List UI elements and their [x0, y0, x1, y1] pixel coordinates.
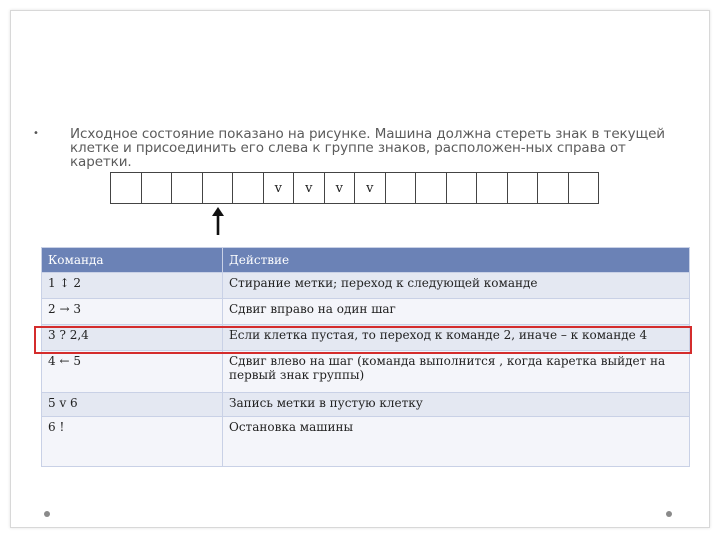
- table-row: [42, 417, 690, 467]
- caret-arrow-icon: [208, 206, 228, 236]
- command-cell: 4 ← 5: [42, 351, 223, 393]
- table-header-row: [42, 248, 690, 273]
- action-cell: Запись метки в пустую клетку: [223, 393, 690, 417]
- highlight-box: [34, 326, 692, 354]
- tape-cell: v: [294, 173, 325, 203]
- table-row: [42, 299, 690, 325]
- bullet-marker: •: [33, 128, 39, 139]
- column-header-command: Команда: [42, 248, 223, 273]
- table-row: [42, 393, 690, 417]
- command-table: [41, 247, 690, 467]
- task-description: Исходное состояние показано на рисунке. Машина должна стереть знак в текущей клетке и присоединить его слева к группе знаков, расположен-ных справа от каретки.: [70, 126, 665, 170]
- table-row: [42, 273, 690, 299]
- tape-cell: [477, 173, 508, 203]
- tape-cell: [569, 173, 600, 203]
- tape-cell: v: [355, 173, 386, 203]
- command-cell: 2 → 3: [42, 299, 223, 325]
- corner-dot: [44, 511, 50, 517]
- table-row: [42, 351, 690, 393]
- tape-cell: [386, 173, 417, 203]
- action-cell: Стирание метки; переход к следующей команде: [223, 273, 690, 299]
- tape-cell: v: [264, 173, 295, 203]
- tape-cell: [172, 173, 203, 203]
- tape-cell: [447, 173, 478, 203]
- machine-tape: [110, 172, 599, 204]
- tape-cell: [508, 173, 539, 203]
- tape-cell: [416, 173, 447, 203]
- action-cell: Сдвиг влево на шаг (команда выполнится , когда каретка выйдет на первый знак группы): [223, 351, 690, 393]
- column-header-action: Действие: [223, 248, 690, 273]
- command-cell: 6 !: [42, 417, 223, 467]
- tape-cell: [111, 173, 142, 203]
- tape-cell: [538, 173, 569, 203]
- tape-cell: [203, 173, 234, 203]
- tape-cell: [233, 173, 264, 203]
- action-cell: Остановка машины: [223, 417, 690, 467]
- tape-cell: [142, 173, 173, 203]
- tape-cell: v: [325, 173, 356, 203]
- command-cell: 3 ? 2,4: [42, 325, 223, 351]
- action-cell: Сдвиг вправо на один шаг: [223, 299, 690, 325]
- corner-dot: [666, 511, 672, 517]
- command-cell: 1 ↕ 2: [42, 273, 223, 299]
- action-cell: Если клетка пустая, то переход к команде 2, иначе – к команде 4: [223, 325, 690, 351]
- command-cell: 5 v 6: [42, 393, 223, 417]
